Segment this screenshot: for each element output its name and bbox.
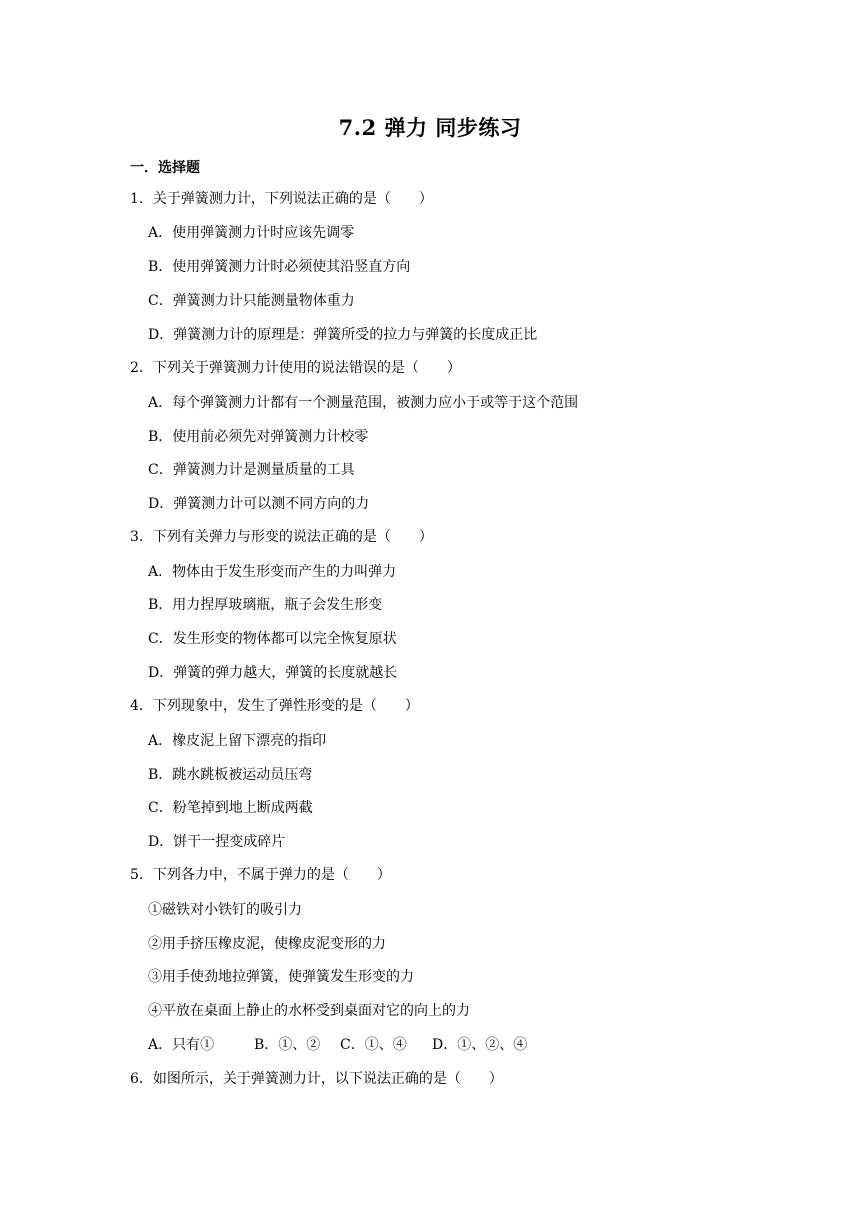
question-4-option-c: C．粉笔掉到地上断成两截 bbox=[148, 800, 313, 816]
question-5-item-3: ③用手使劲地拉弹簧，使弹簧发生形变的力 bbox=[148, 969, 414, 985]
question-2-option-c: C．弹簧测力计是测量质量的工具 bbox=[148, 462, 355, 478]
question-2-option-a: A．每个弹簧测力计都有一个测量范围，被测力应小于或等于这个范围 bbox=[148, 395, 579, 411]
question-5-item-1: ①磁铁对小铁钉的吸引力 bbox=[148, 902, 302, 918]
question-3-option-b: B．用力捏厚玻璃瓶，瓶子会发生形变 bbox=[148, 597, 383, 613]
question-4-stem: 4．下列现象中，发生了弹性形变的是（ ） bbox=[130, 698, 419, 714]
question-1-option-c: C．弹簧测力计只能测量物体重力 bbox=[148, 293, 355, 309]
question-4-option-a: A．橡皮泥上留下漂亮的指印 bbox=[148, 733, 327, 749]
question-5-option-a: A．只有① bbox=[148, 1037, 215, 1053]
question-5-stem: 5．下列各力中，不属于弹力的是（ ） bbox=[130, 867, 391, 883]
question-1-option-d: D．弹簧测力计的原理是：弹簧所受的拉力与弹簧的长度成正比 bbox=[148, 327, 538, 343]
question-2-stem: 2．下列关于弹簧测力计使用的说法错误的是（ ） bbox=[130, 360, 461, 376]
question-2-option-d: D．弹簧测力计可以测不同方向的力 bbox=[148, 496, 370, 512]
question-5-option-d: D．①、②、④ bbox=[432, 1037, 528, 1053]
question-5-option-c: C．①、④ bbox=[340, 1037, 407, 1053]
question-5-options-row bbox=[148, 1035, 527, 1055]
question-4-option-d: D．饼干一捏变成碎片 bbox=[148, 834, 286, 850]
section-heading: 一．选择题 bbox=[130, 160, 200, 176]
question-3-option-c: C．发生形变的物体都可以完全恢复原状 bbox=[148, 631, 397, 647]
question-6-stem: 6．如图所示，关于弹簧测力计，以下说法正确的是（ ） bbox=[130, 1071, 503, 1087]
question-1-option-b: B．使用弹簧测力计时必须使其沿竖直方向 bbox=[148, 259, 411, 275]
question-5-item-4: ④平放在桌面上静止的水杯受到桌面对它的向上的力 bbox=[148, 1003, 470, 1019]
question-1-stem: 1．关于弹簧测力计，下列说法正确的是（ ） bbox=[130, 191, 433, 207]
question-3-option-d: D．弹簧的弹力越大，弹簧的长度就越长 bbox=[148, 665, 398, 681]
question-3-stem: 3．下列有关弹力与形变的说法正确的是（ ） bbox=[130, 529, 433, 545]
question-1-option-a: A．使用弹簧测力计时应该先调零 bbox=[148, 225, 355, 241]
question-5-item-2: ②用手挤压橡皮泥，使橡皮泥变形的力 bbox=[148, 936, 386, 952]
document-title: 7.2 弹力 同步练习 bbox=[338, 115, 522, 140]
question-3-option-a: A．物体由于发生形变而产生的力叫弹力 bbox=[148, 564, 397, 580]
question-5-option-b: B．①、② bbox=[254, 1037, 321, 1053]
question-4-option-b: B．跳水跳板被运动员压弯 bbox=[148, 767, 313, 783]
question-2-option-b: B．使用前必须先对弹簧测力计校零 bbox=[148, 429, 369, 445]
